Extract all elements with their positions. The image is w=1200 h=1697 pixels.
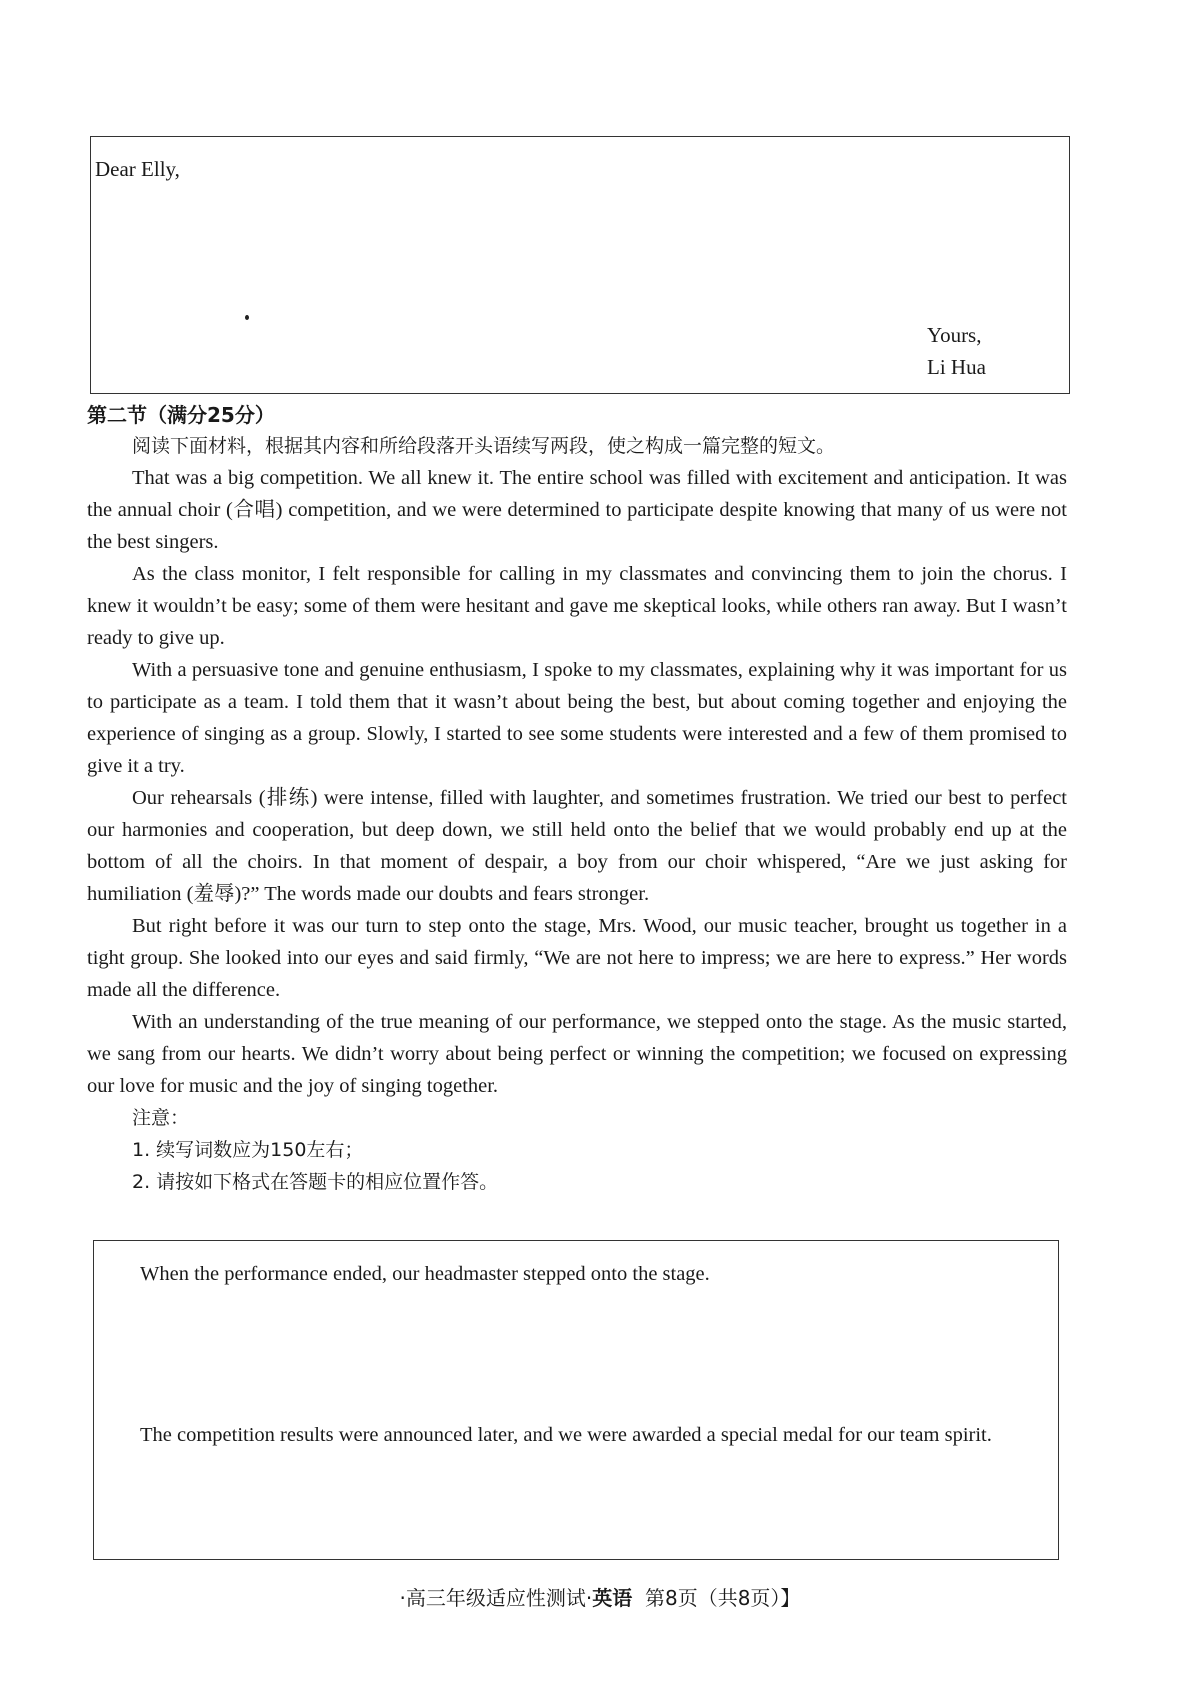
section-2 bbox=[87, 400, 1067, 1198]
notes-block bbox=[87, 1102, 1067, 1198]
paragraph-2-opening: The competition results were announced later, and we were awarded a special medal for our team spirit. bbox=[140, 1424, 992, 1446]
stray-dot bbox=[245, 315, 249, 320]
letter-greeting: Dear Elly, bbox=[95, 157, 180, 181]
answer-format-box bbox=[93, 1240, 1059, 1560]
footer-subject: 英语 bbox=[592, 1586, 633, 1610]
note-item-1: 1. 续写词数应为150左右； bbox=[132, 1139, 364, 1161]
section-title: 第二节（满分25分） bbox=[87, 403, 275, 427]
letter-closing: Yours, bbox=[927, 323, 982, 347]
section-instruction: 阅读下面材料，根据其内容和所给段落开头语续写两段，使之构成一篇完整的短文。 bbox=[132, 435, 836, 457]
footer-exam-name: ·高三年级适应性测试· bbox=[399, 1586, 593, 1610]
letter-signature: Li Hua bbox=[927, 355, 986, 379]
story-paragraph-2: As the class monitor, I felt responsible for calling in my classmates and convincing them to join the chorus. I knew it wouldn’t be easy; some of them were hesitant and gave me skeptical looks, while others ran away. But I wasn’t ready to give up. bbox=[87, 563, 1067, 649]
page-footer bbox=[0, 1582, 1200, 1611]
note-item-2: 2. 请按如下格式在答题卡的相应位置作答。 bbox=[132, 1171, 499, 1193]
story-paragraph-5: But right before it was our turn to step onto the stage, Mrs. Wood, our music teacher, brought us together in a tight group. She looked into our eyes and said firmly, “We are not here to impress; we are here to express.” Her words made all the difference. bbox=[87, 915, 1067, 1001]
footer-page-number: 第8页（共8页）】 bbox=[644, 1586, 801, 1610]
notes-title: 注意： bbox=[132, 1107, 190, 1129]
story-paragraph-4: Our rehearsals (排练) were intense, filled with laughter, and sometimes frustration. We tried our best to perfect our harmonies and cooperation, but deep down, we still held onto the belief that we would probably end up at the bottom of all the choirs. In that moment of despair, a boy from our choir whispered, “Are we just asking for humiliation (羞辱)?” The words made our doubts and fears stronger. bbox=[87, 787, 1067, 905]
story-paragraph-6: With an understanding of the true meaning of our performance, we stepped onto the stage. As the music started, we sang from our hearts. We didn’t worry about being perfect or winning the competition; we focused on expressing our love for music and the joy of singing together. bbox=[87, 1011, 1067, 1097]
letter-box bbox=[90, 136, 1070, 394]
story-paragraph-3: With a persuasive tone and genuine enthusiasm, I spoke to my classmates, explaining why it was important for us to participate as a team. I told them that it wasn’t about being the best, but about coming together and enjoying the experience of singing as a group. Slowly, I started to see some students were interested and a few of them promised to give it a try. bbox=[87, 659, 1067, 777]
paragraph-1-opening: When the performance ended, our headmaster stepped onto the stage. bbox=[140, 1263, 710, 1285]
letter-closing-block bbox=[927, 319, 986, 383]
story-paragraph-1: That was a big competition. We all knew it. The entire school was filled with excitement and anticipation. It was the annual choir (合唱) competition, and we were determined to participate despite knowing that many of us were not the best singers. bbox=[87, 467, 1067, 553]
